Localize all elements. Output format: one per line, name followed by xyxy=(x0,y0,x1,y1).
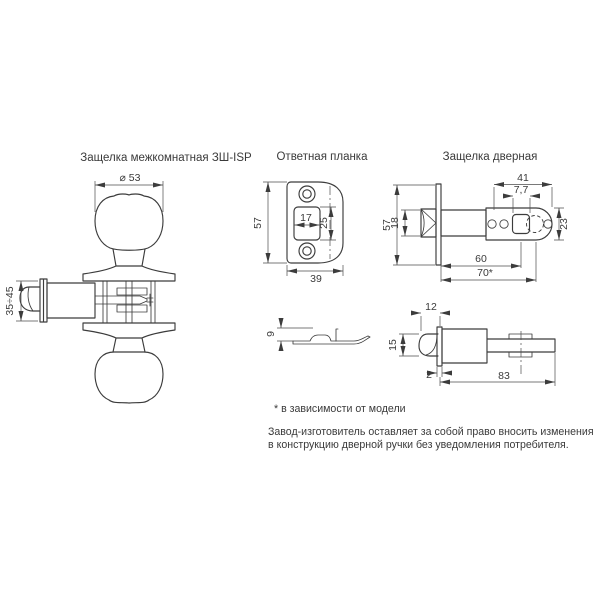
dim-backset-label: 60 xyxy=(475,253,487,265)
dim-hole-width xyxy=(295,212,320,225)
dim-side-bolt-height xyxy=(387,334,419,356)
tail-clip-bottom xyxy=(509,352,532,357)
latch-tube xyxy=(441,210,486,236)
side-faceplate xyxy=(437,327,442,366)
latch-drawing xyxy=(381,151,570,282)
dim-body-length-label: 83 xyxy=(498,370,510,382)
note-asterisk: * в зависимости от модели xyxy=(274,403,406,415)
screw-hole-bottom xyxy=(299,243,315,259)
sleeve-hole-2 xyxy=(500,220,508,228)
dim-hole-height xyxy=(318,207,336,240)
screw-hole-top xyxy=(299,186,315,202)
bottom-rose xyxy=(83,323,175,338)
dim-overall-label: 70* xyxy=(477,267,493,279)
dim-plate-height xyxy=(252,182,287,263)
notes xyxy=(268,403,594,451)
sleeve-hole-3 xyxy=(544,220,552,228)
bottom-knob xyxy=(95,352,163,403)
dim-hole-width-label: 17 xyxy=(300,212,312,224)
dim-plate-height-label: 57 xyxy=(252,217,264,229)
dim-lip-height-label: 9 xyxy=(265,331,277,337)
tail-clip-top xyxy=(509,334,532,339)
top-neck xyxy=(113,249,145,266)
dim-overall xyxy=(441,242,536,282)
latch-body-front xyxy=(47,283,95,318)
dim-knob-diameter-label: ⌀ 53 xyxy=(119,172,141,184)
dim-hole-height-label: 25 xyxy=(318,217,330,229)
latch-faceplate-front xyxy=(40,279,47,322)
note-disclaimer-line2: в конструкцию дверной ручки без уведомления потребителя. xyxy=(268,439,569,451)
latch-bolt-front xyxy=(20,287,40,311)
strike-plate-drawing xyxy=(252,151,370,350)
dim-sleeve-length-label: 41 xyxy=(517,172,529,184)
dim-side-bolt-height-label: 15 xyxy=(387,339,399,351)
dim-plate-width xyxy=(287,265,343,285)
dim-body-length xyxy=(440,353,555,386)
sleeve-hole-1 xyxy=(488,220,496,228)
note-disclaimer-line1: Завод-изготовитель оставляет за собой право вносить изменения xyxy=(268,426,594,438)
bottom-neck xyxy=(113,338,145,352)
dim-faceplate-height-label: 57 xyxy=(381,219,393,231)
dim-backset-range-label: 35÷45 xyxy=(4,286,16,316)
dim-lip-height xyxy=(265,319,313,350)
strike-plate-profile xyxy=(265,319,370,350)
side-body xyxy=(442,329,487,363)
top-rose xyxy=(83,266,175,281)
latch-side-drawing xyxy=(387,301,555,386)
dim-plate-thickness-label: 2 xyxy=(426,369,432,381)
dim-plate-thickness xyxy=(426,367,452,381)
dim-sleeve-diameter xyxy=(554,208,570,240)
dim-square-hole-label: 7,7 xyxy=(513,184,529,196)
dim-square-hole xyxy=(504,184,539,213)
latch-title: Защелка дверная xyxy=(442,151,538,163)
strike-plate-title: Ответная планка xyxy=(276,151,368,163)
spindle-bar xyxy=(95,294,153,306)
dim-bolt-length-label: 12 xyxy=(425,301,437,313)
latch-bolt xyxy=(421,209,436,237)
dim-knob-diameter xyxy=(95,172,163,212)
dim-sleeve-diameter-label: 23 xyxy=(558,218,570,230)
dim-plate-width-label: 39 xyxy=(310,273,322,285)
dim-bolt-length xyxy=(412,301,449,331)
knob-assembly-drawing xyxy=(4,152,252,403)
dim-bolt-height xyxy=(389,210,420,236)
knob-title: Защелка межкомнатная ЗШ-ISP xyxy=(80,152,252,164)
top-knob xyxy=(95,194,163,250)
latch-faceplate xyxy=(436,184,441,265)
dim-bolt-height-label: 18 xyxy=(389,217,401,229)
